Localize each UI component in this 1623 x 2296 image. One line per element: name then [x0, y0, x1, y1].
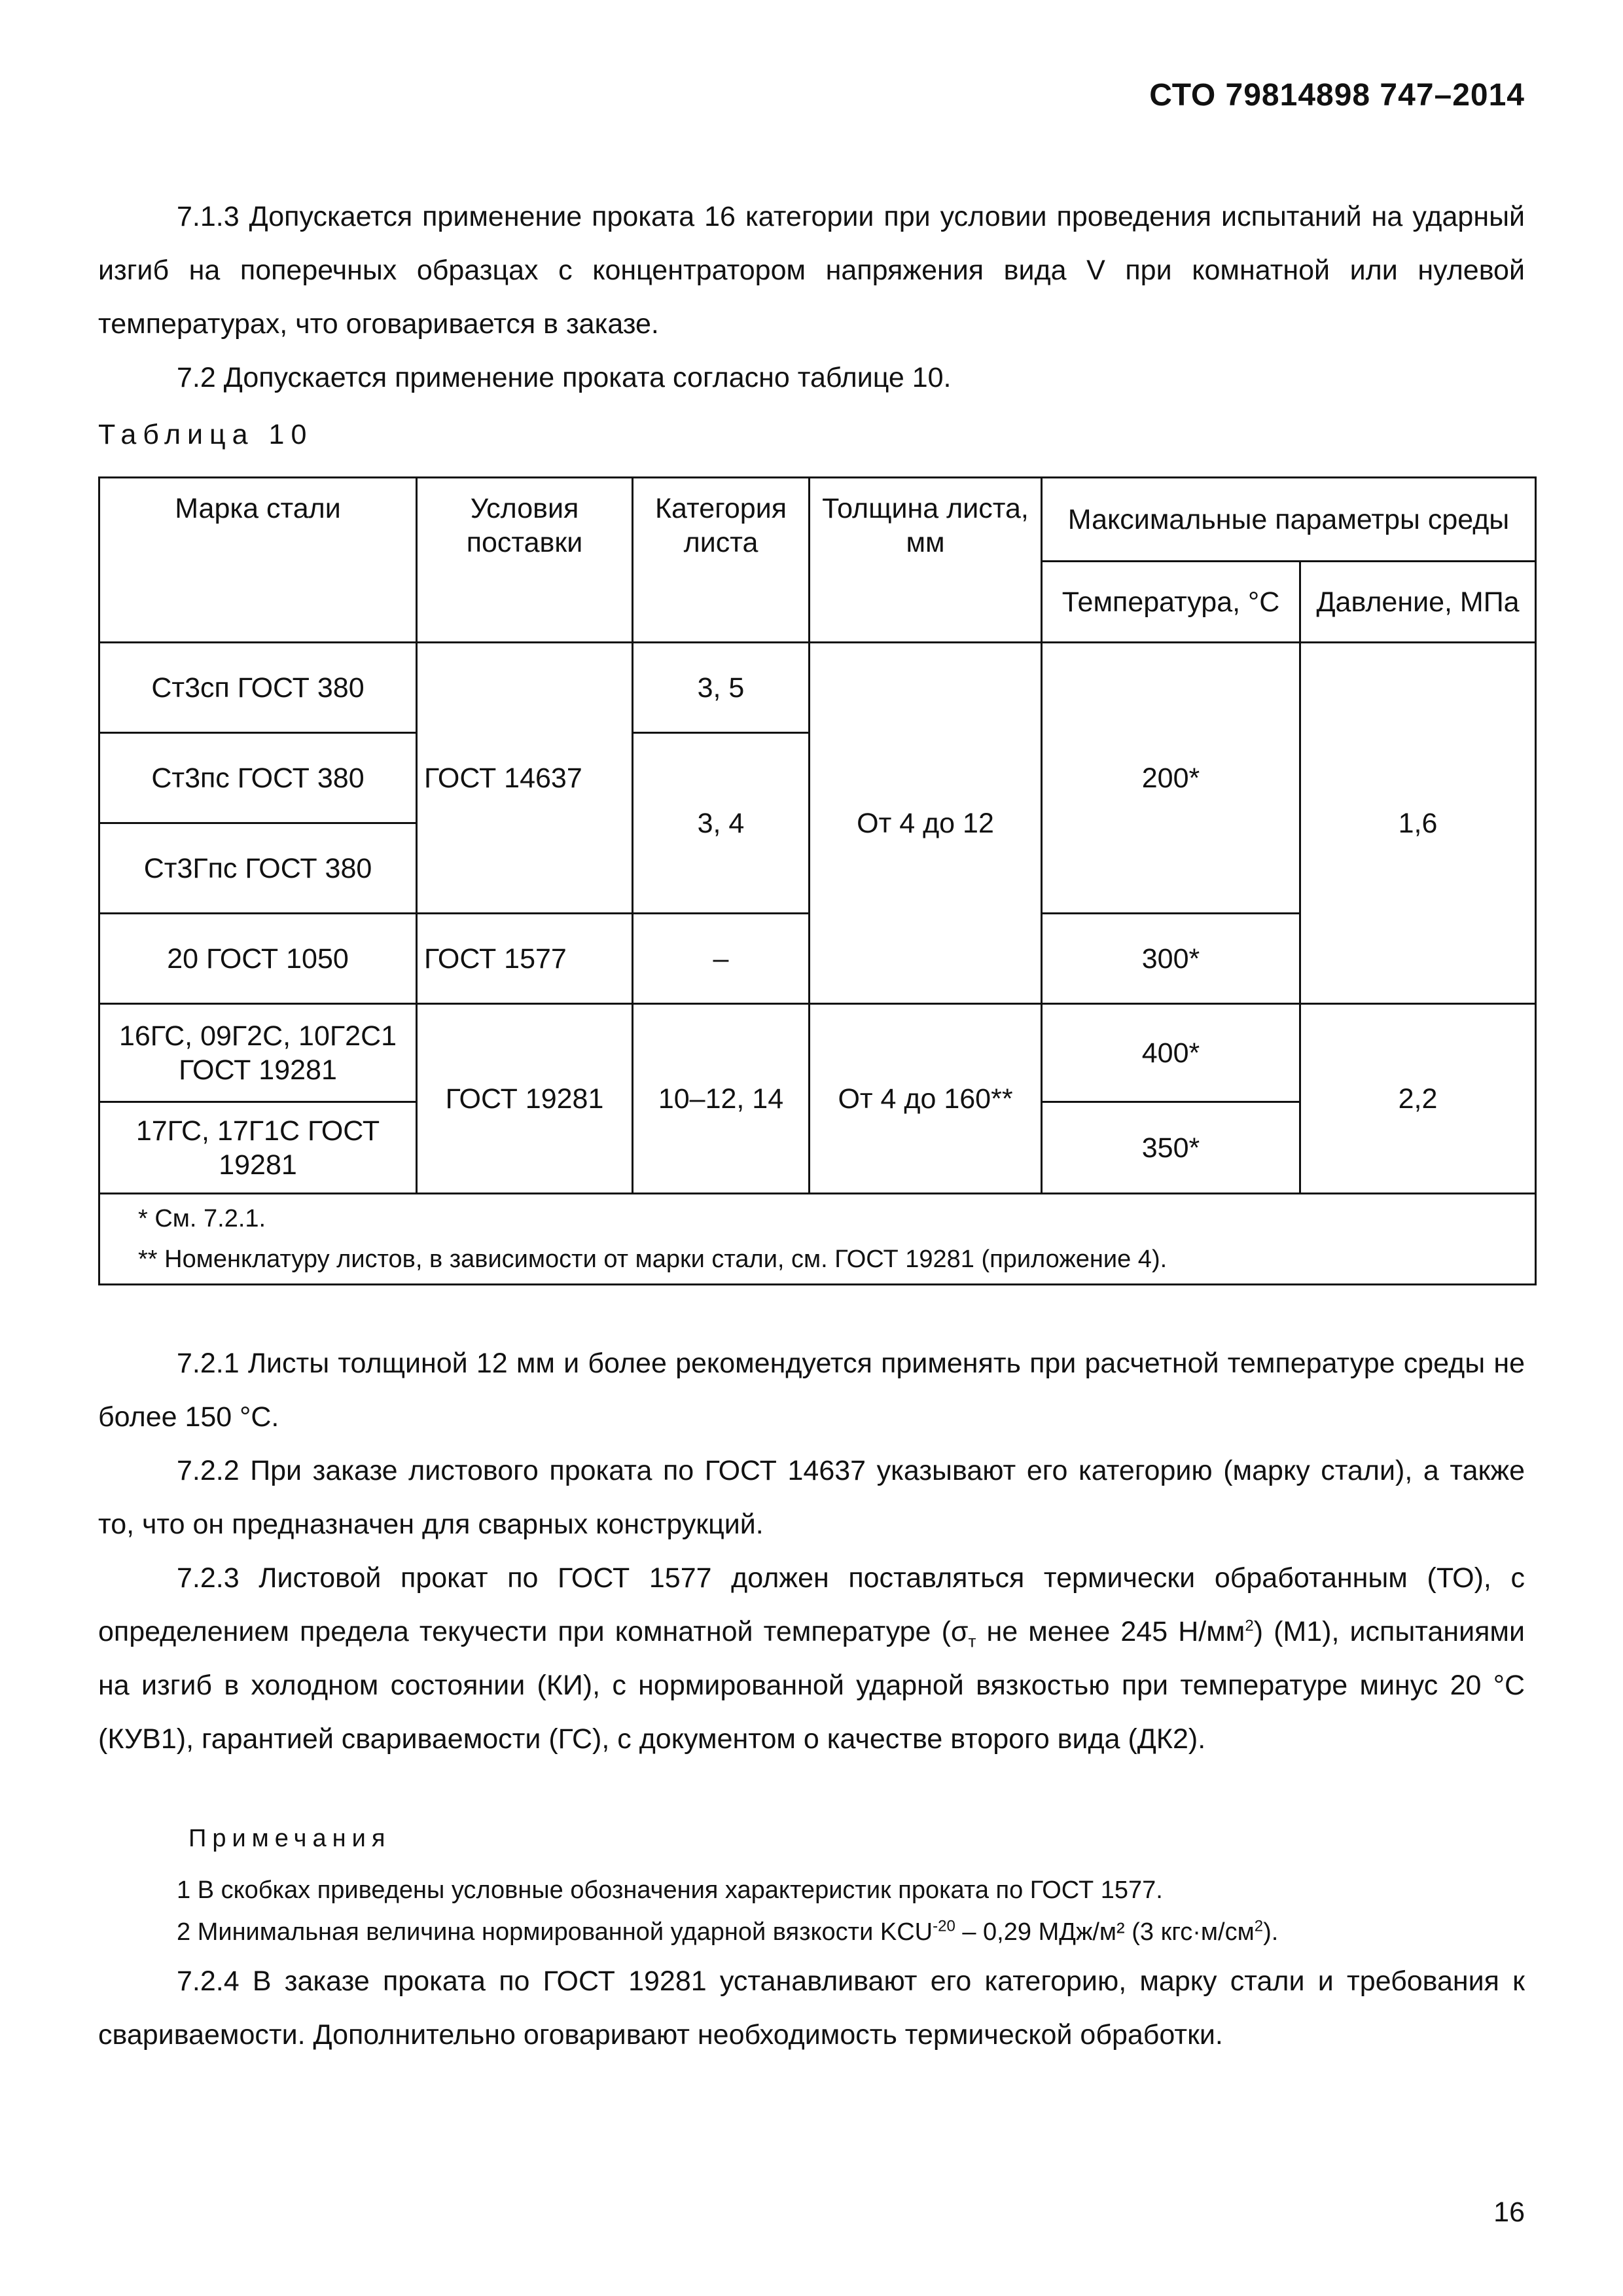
note-2-text-a: 2 Минимальная величина нормированной ударной вязкости KCU	[177, 1918, 933, 1946]
cell-steel-st3gps: Ст3Гпс ГОСТ 380	[99, 823, 417, 914]
cell-category-3-4: 3, 4	[633, 733, 810, 914]
note-2-superscript-2: 2	[1254, 1917, 1264, 1935]
header-sheet-category: Категория листа	[633, 478, 810, 643]
cell-pressure-2-2: 2,2	[1300, 1004, 1536, 1194]
paragraph-7-2: 7.2 Допускается применение проката согласно таблице 10.	[177, 362, 952, 393]
cell-temperature-350: 350*	[1042, 1102, 1300, 1194]
document-code: СТО 79814898 747–2014	[1149, 78, 1525, 113]
paragraph-7-2-3-text-a: 7.2.3 Листовой прокат по ГОСТ 1577 должен поставляться термически обработанным (ТО), с определением предела текучести при комнатной температуре (σ	[98, 1562, 1525, 1647]
header-pressure: Давление, МПа	[1300, 562, 1536, 643]
cell-delivery-gost-19281: ГОСТ 19281	[417, 1004, 633, 1194]
header-max-parameters: Максимальные параметры среды	[1042, 478, 1536, 562]
paragraph-7-2-3-text-b: не менее 245 Н/мм	[976, 1616, 1245, 1647]
header-delivery-conditions: Условия поставки	[417, 478, 633, 643]
table-caption: Таблица 10	[98, 419, 313, 450]
header-temperature: Температура, °С	[1042, 562, 1300, 643]
note-1: 1 В скобках приведены условные обозначения характеристик проката по ГОСТ 1577.	[177, 1876, 1163, 1904]
cell-steel-17gs: 17ГС, 17Г1С ГОСТ 19281	[99, 1102, 417, 1194]
cell-steel-16gs: 16ГС, 09Г2С, 10Г2С1 ГОСТ 19281	[99, 1004, 417, 1102]
table-footnotes	[99, 1194, 1536, 1285]
cell-delivery-gost-1577: ГОСТ 1577	[417, 914, 633, 1004]
paragraph-7-2-4: 7.2.4 В заказе проката по ГОСТ 19281 устанавливают его категорию, марку стали и требования к свариваемости. Дополнительно оговаривают необходимость термической обработки.	[98, 1965, 1525, 2051]
cell-thickness-4-160: От 4 до 160**	[810, 1004, 1042, 1194]
cell-category-dash: –	[633, 914, 810, 1004]
cell-category-3-5: 3, 5	[633, 643, 810, 733]
paragraph-7-2-3	[98, 1551, 1525, 1766]
note-2-text-c: ).	[1263, 1918, 1279, 1946]
cell-steel-20: 20 ГОСТ 1050	[99, 914, 417, 1004]
paragraph-7-2-1: 7.2.1 Листы толщиной 12 мм и более рекомендуется применять при расчетной температуре среды не более 150 °С.	[98, 1348, 1525, 1433]
unit-superscript: 2	[1245, 1617, 1254, 1635]
cell-thickness-4-12: От 4 до 12	[810, 643, 1042, 1004]
cell-temperature-300: 300*	[1042, 914, 1300, 1004]
table-10	[98, 476, 1535, 1285]
paragraph-7-2-3-text-c: ) (М1), испытаниями на изгиб в холодном состоянии (КИ), с нормированной ударной вязкостью при температуре минус 20 °С (КУВ1), гарантией свариваемости (ГС), с документом о качестве второго вида (ДК2).	[98, 1616, 1525, 1755]
paragraph-7-1-3: 7.1.3 Допускается применение проката 16 категории при условии проведения испытаний на ударный изгиб на поперечных образцах с концентратором напряжения вида V при комнатной или нулевой температурах, что оговаривается в заказе.	[98, 201, 1525, 340]
note-2	[177, 1912, 1278, 1952]
note-2-text-b: – 0,29 МДж/м² (3 кгс·м/см	[955, 1918, 1255, 1946]
notes-heading: Примечания	[188, 1825, 391, 1852]
cell-pressure-1-6: 1,6	[1300, 643, 1536, 1004]
paragraph-7-2-2: 7.2.2 При заказе листового проката по ГОСТ 14637 указывают его категорию (марку стали), а также то, что он предназначен для сварных конструкций.	[98, 1455, 1525, 1540]
cell-temperature-200: 200*	[1042, 643, 1300, 914]
cell-steel-st3ps: Ст3пс ГОСТ 380	[99, 733, 417, 823]
header-steel-grade: Марка стали	[99, 478, 417, 643]
footnote-1: * См. 7.2.1.	[138, 1205, 266, 1232]
note-2-superscript: -20	[933, 1917, 955, 1935]
cell-steel-st3sp: Ст3сп ГОСТ 380	[99, 643, 417, 733]
sigma-subscript: т	[968, 1631, 976, 1651]
cell-temperature-400: 400*	[1042, 1004, 1300, 1102]
cell-delivery-gost-14637: ГОСТ 14637	[417, 643, 633, 914]
cell-category-10-12-14: 10–12, 14	[633, 1004, 810, 1194]
header-sheet-thickness: Толщина листа, мм	[810, 478, 1042, 643]
page-number: 16	[1493, 2197, 1525, 2228]
footnote-2: ** Номенклатуру листов, в зависимости от марки стали, см. ГОСТ 19281 (приложение 4).	[138, 1246, 1168, 1273]
